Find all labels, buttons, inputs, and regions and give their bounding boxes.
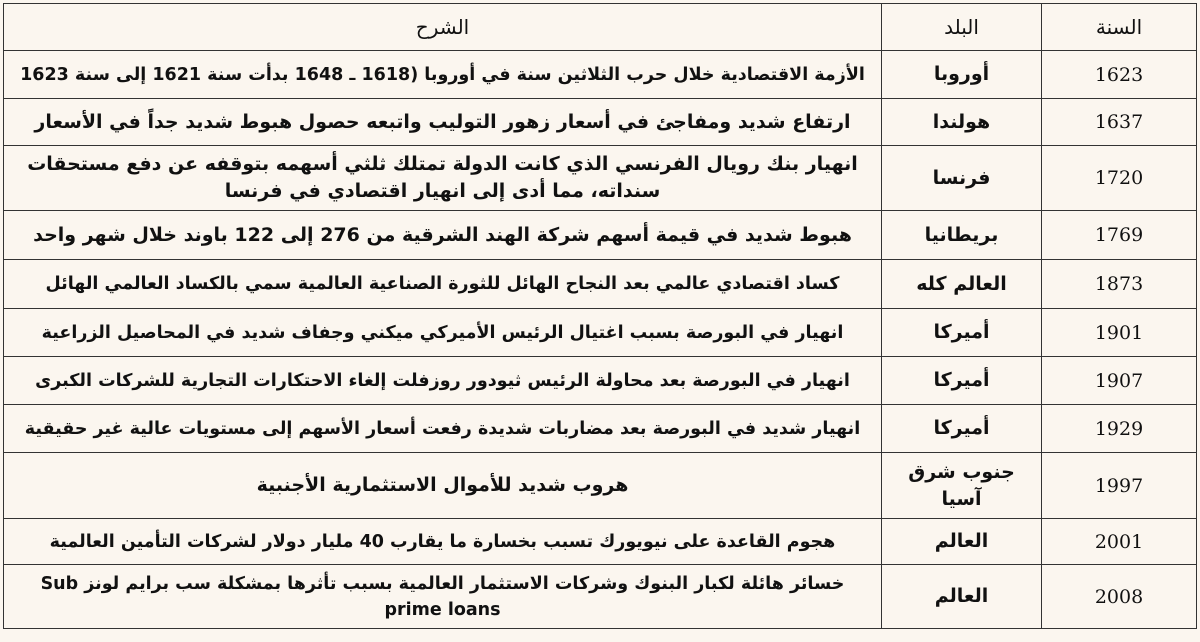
header-country: البلد — [882, 4, 1042, 51]
country-cell: العالم كله — [882, 260, 1042, 309]
country-cell: جنوب شرق آسيا — [882, 453, 1042, 519]
year-cell: 1997 — [1042, 453, 1197, 519]
table-row — [4, 99, 1197, 146]
description-cell: هبوط شديد في قيمة أسهم شركة الهند الشرقية من 276 إلى 122 باوند خلال شهر واحد — [4, 211, 882, 260]
table-row — [4, 357, 1197, 405]
country-cell: فرنسا — [882, 146, 1042, 211]
description-cell: هروب شديد للأموال الاستثمارية الأجنبية — [4, 453, 882, 519]
table-row — [4, 260, 1197, 309]
description-cell: انهيار في البورصة بعد محاولة الرئيس ثيودور روزفلت إلغاء الاحتكارات التجارية للشركات الكبرى — [4, 357, 882, 405]
year-cell: 1623 — [1042, 51, 1197, 99]
description-cell: ارتفاع شديد ومفاجئ في أسعار زهور التوليب واتبعه حصول هبوط شديد جداً في الأسعار — [4, 99, 882, 146]
description-cell: هجوم القاعدة على نيويورك تسبب بخسارة ما يقارب 40 مليار دولار لشركات التأمين العالمية — [4, 519, 882, 565]
description-cell: انهيار شديد في البورصة بعد مضاربات شديدة رفعت أسعار الأسهم إلى مستويات عالية غير حقيقية — [4, 405, 882, 453]
table-header-row — [4, 4, 1197, 51]
header-year: السنة — [1042, 4, 1197, 51]
year-cell: 2008 — [1042, 565, 1197, 629]
year-cell: 1769 — [1042, 211, 1197, 260]
description-cell: انهيار في البورصة بسبب اغتيال الرئيس الأميركي ميكني وجفاف شديد في المحاصيل الزراعية — [4, 309, 882, 357]
country-cell: أميركا — [882, 357, 1042, 405]
table-row — [4, 51, 1197, 99]
description-cell: انهيار بنك رويال الفرنسي الذي كانت الدولة تمتلك ثلثي أسهمه بتوقفه عن دفع مستحقات سنداته، مما أدى إلى انهيار اقتصادي في فرنسا — [4, 146, 882, 211]
table-row — [4, 565, 1197, 629]
country-cell: أوروبا — [882, 51, 1042, 99]
country-cell: العالم — [882, 519, 1042, 565]
year-cell: 1929 — [1042, 405, 1197, 453]
table-row — [4, 211, 1197, 260]
description-cell: كساد اقتصادي عالمي بعد النجاح الهائل للثورة الصناعية العالمية سمي بالكساد العالمي الهائل — [4, 260, 882, 309]
year-cell: 1907 — [1042, 357, 1197, 405]
table-row — [4, 519, 1197, 565]
header-description: الشرح — [4, 4, 882, 51]
year-cell: 2001 — [1042, 519, 1197, 565]
table-row — [4, 453, 1197, 519]
description-cell: خسائر هائلة لكبار البنوك وشركات الاستثمار العالمية بسبب تأثرها بمشكلة سب برايم لونز Sub prime loans — [4, 565, 882, 629]
country-cell: أميركا — [882, 405, 1042, 453]
year-cell: 1901 — [1042, 309, 1197, 357]
table-row — [4, 146, 1197, 211]
country-cell: أميركا — [882, 309, 1042, 357]
year-cell: 1720 — [1042, 146, 1197, 211]
country-cell: بريطانيا — [882, 211, 1042, 260]
country-cell: هولندا — [882, 99, 1042, 146]
year-cell: 1637 — [1042, 99, 1197, 146]
crises-table — [3, 3, 1197, 629]
year-cell: 1873 — [1042, 260, 1197, 309]
table-row — [4, 405, 1197, 453]
description-cell: الأزمة الاقتصادية خلال حرب الثلاثين سنة في أوروبا (1618 ـ 1648 بدأت سنة 1621 إلى سنة 1623 — [4, 51, 882, 99]
table-row — [4, 309, 1197, 357]
country-cell: العالم — [882, 565, 1042, 629]
